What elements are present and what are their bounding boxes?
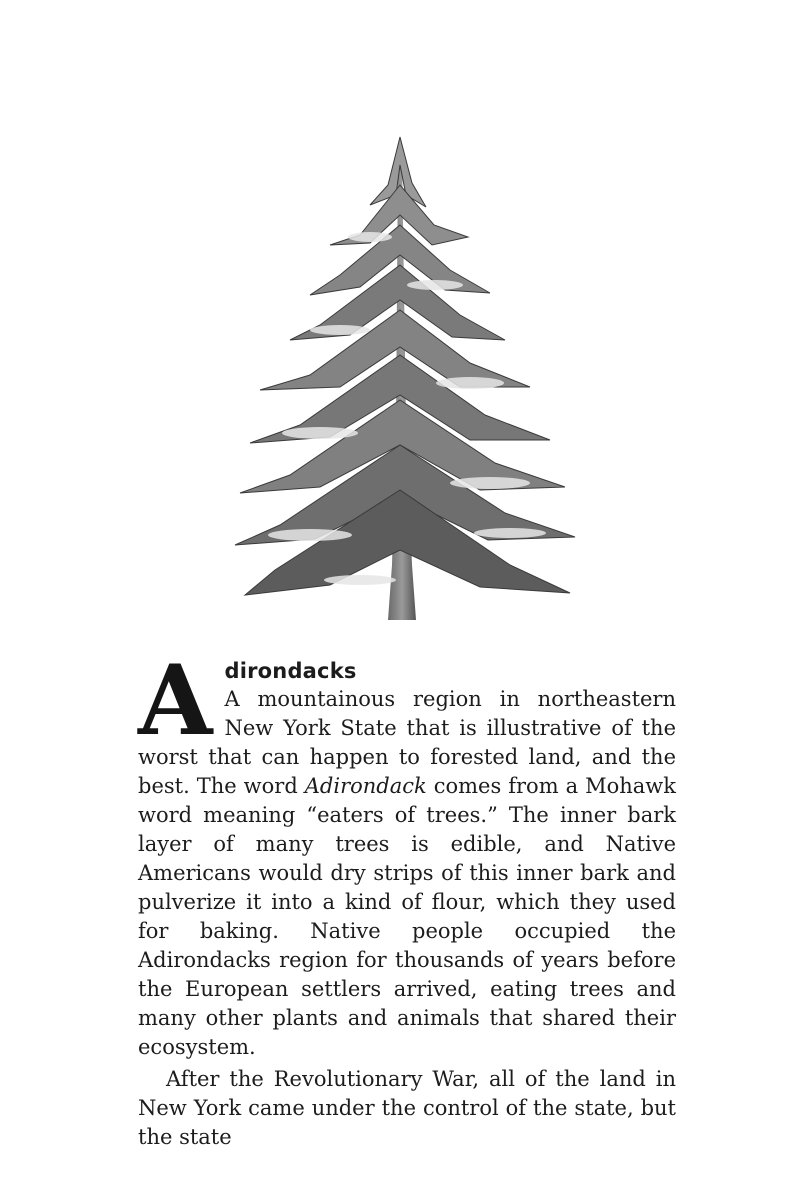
paragraph-1-text-b: comes from a Mohawk word meaning “eaters of trees.” The inner bark layer of many trees is edible, and Native Americans would dry strips of this inner bark and pulverize it into a kind of flour, which they used for baking. Native people occupied the Adirondacks region for thousands of years before the European settlers arrived, eating trees and many other plants and animals that shared their ecosystem.: [138, 774, 676, 1059]
entry-headword: dirondacks: [224, 659, 357, 683]
dictionary-entry: [138, 644, 676, 1152]
paragraph-1-text-a: A mountainous region in northeastern New York State that is illustrative of the worst that can happen to forested land, and the best. The word: [138, 687, 676, 798]
entry-paragraph-2: After the Revolutionary War, all of the land in New York came under the control of the state, but the state: [138, 1067, 676, 1149]
italic-term: Adirondack: [304, 774, 427, 798]
drop-cap-letter: A: [138, 644, 213, 757]
spruce-tree-illustration: [220, 125, 590, 630]
entry-paragraph-1: [138, 685, 676, 1062]
